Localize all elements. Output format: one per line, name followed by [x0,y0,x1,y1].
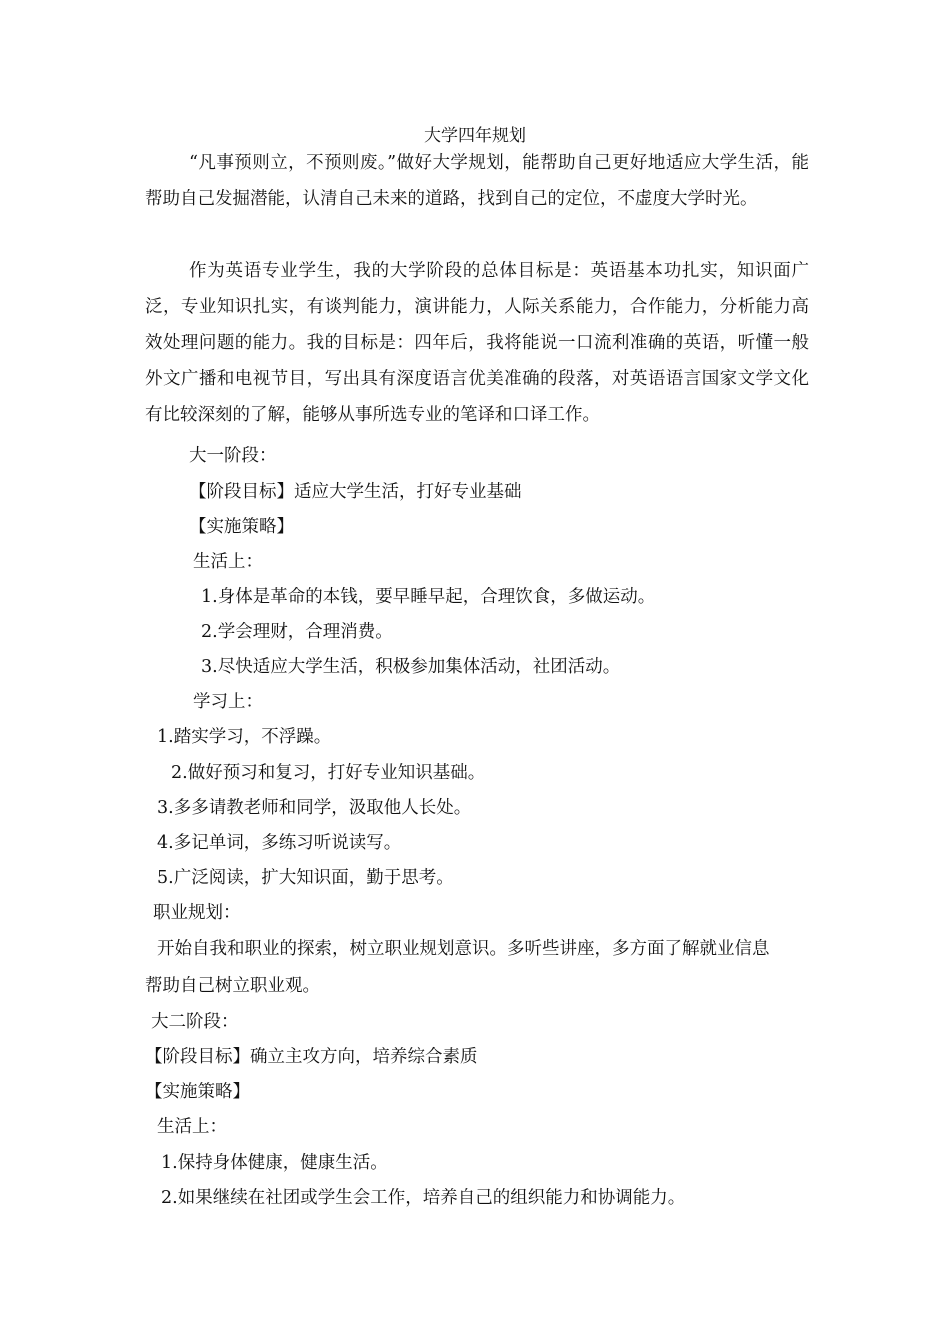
year1-study-item: 5.广泛阅读，扩大知识面，勤于思考。 [157,868,454,888]
document-title: 大学四年规划 [424,126,526,146]
year1-life-item: 3.尽快适应大学生活，积极参加集体活动，社团活动。 [201,657,621,677]
year2-life-item: 1.保持身体健康，健康生活。 [161,1153,388,1173]
year2-heading: 大二阶段： [151,1012,239,1032]
year1-career-text: 帮助自己树立职业观。 [145,976,320,996]
year1-heading: 大一阶段： [189,446,277,466]
year1-life-item: 2.学会理财，合理消费。 [201,622,393,642]
year2-life-item: 2.如果继续在社团或学生会工作，培养自己的组织能力和协调能力。 [161,1188,686,1208]
year2-stage-goal: 【阶段目标】确立主攻方向，培养综合素质 [145,1047,478,1067]
year1-career-text: 开始自我和职业的探索，树立职业规划意识。多听些讲座，多方面了解就业信息 [157,939,770,959]
year1-study-item: 4.多记单词，多练习听说读写。 [157,833,402,853]
year1-study-heading: 学习上： [193,692,263,712]
year2-life-heading: 生活上： [157,1117,227,1137]
year1-study-item: 1.踏实学习，不浮躁。 [157,727,332,747]
year2-strategy: 【实施策略】 [145,1082,250,1102]
year1-stage-goal: 【阶段目标】适应大学生活，打好专业基础 [189,482,522,502]
intro-paragraph: “凡事预则立，不预则废。”做好大学规划，能帮助自己更好地适应大学生活，能帮助自己发掘潜能，认清自己未来的道路，找到自己的定位，不虚度大学时光。 [145,153,809,209]
year1-life-item: 1.身体是革命的本钱，要早睡早起，合理饮食，多做运动。 [201,587,656,607]
year1-study-item: 3.多多请教老师和同学，汲取他人长处。 [157,798,472,818]
year1-strategy: 【实施策略】 [189,517,294,537]
goal-paragraph: 作为英语专业学生，我的大学阶段的总体目标是：英语基本功扎实，知识面广泛，专业知识扎实，有谈判能力，演讲能力，人际关系能力，合作能力，分析能力高效处理问题的能力。我的目标是：四年后，我将能说一口流利准确的英语，听懂一般外文广播和电视节目，写出具有深度语言优美准确的段落，对英语语言国家文学文化有比较深刻的了解，能够从事所选专业的笔译和口译工作。 [145,261,809,425]
year1-study-item: 2.做好预习和复习，打好专业知识基础。 [171,763,486,783]
year1-career-heading: 职业规划： [153,903,241,923]
year1-life-heading: 生活上： [193,552,263,572]
